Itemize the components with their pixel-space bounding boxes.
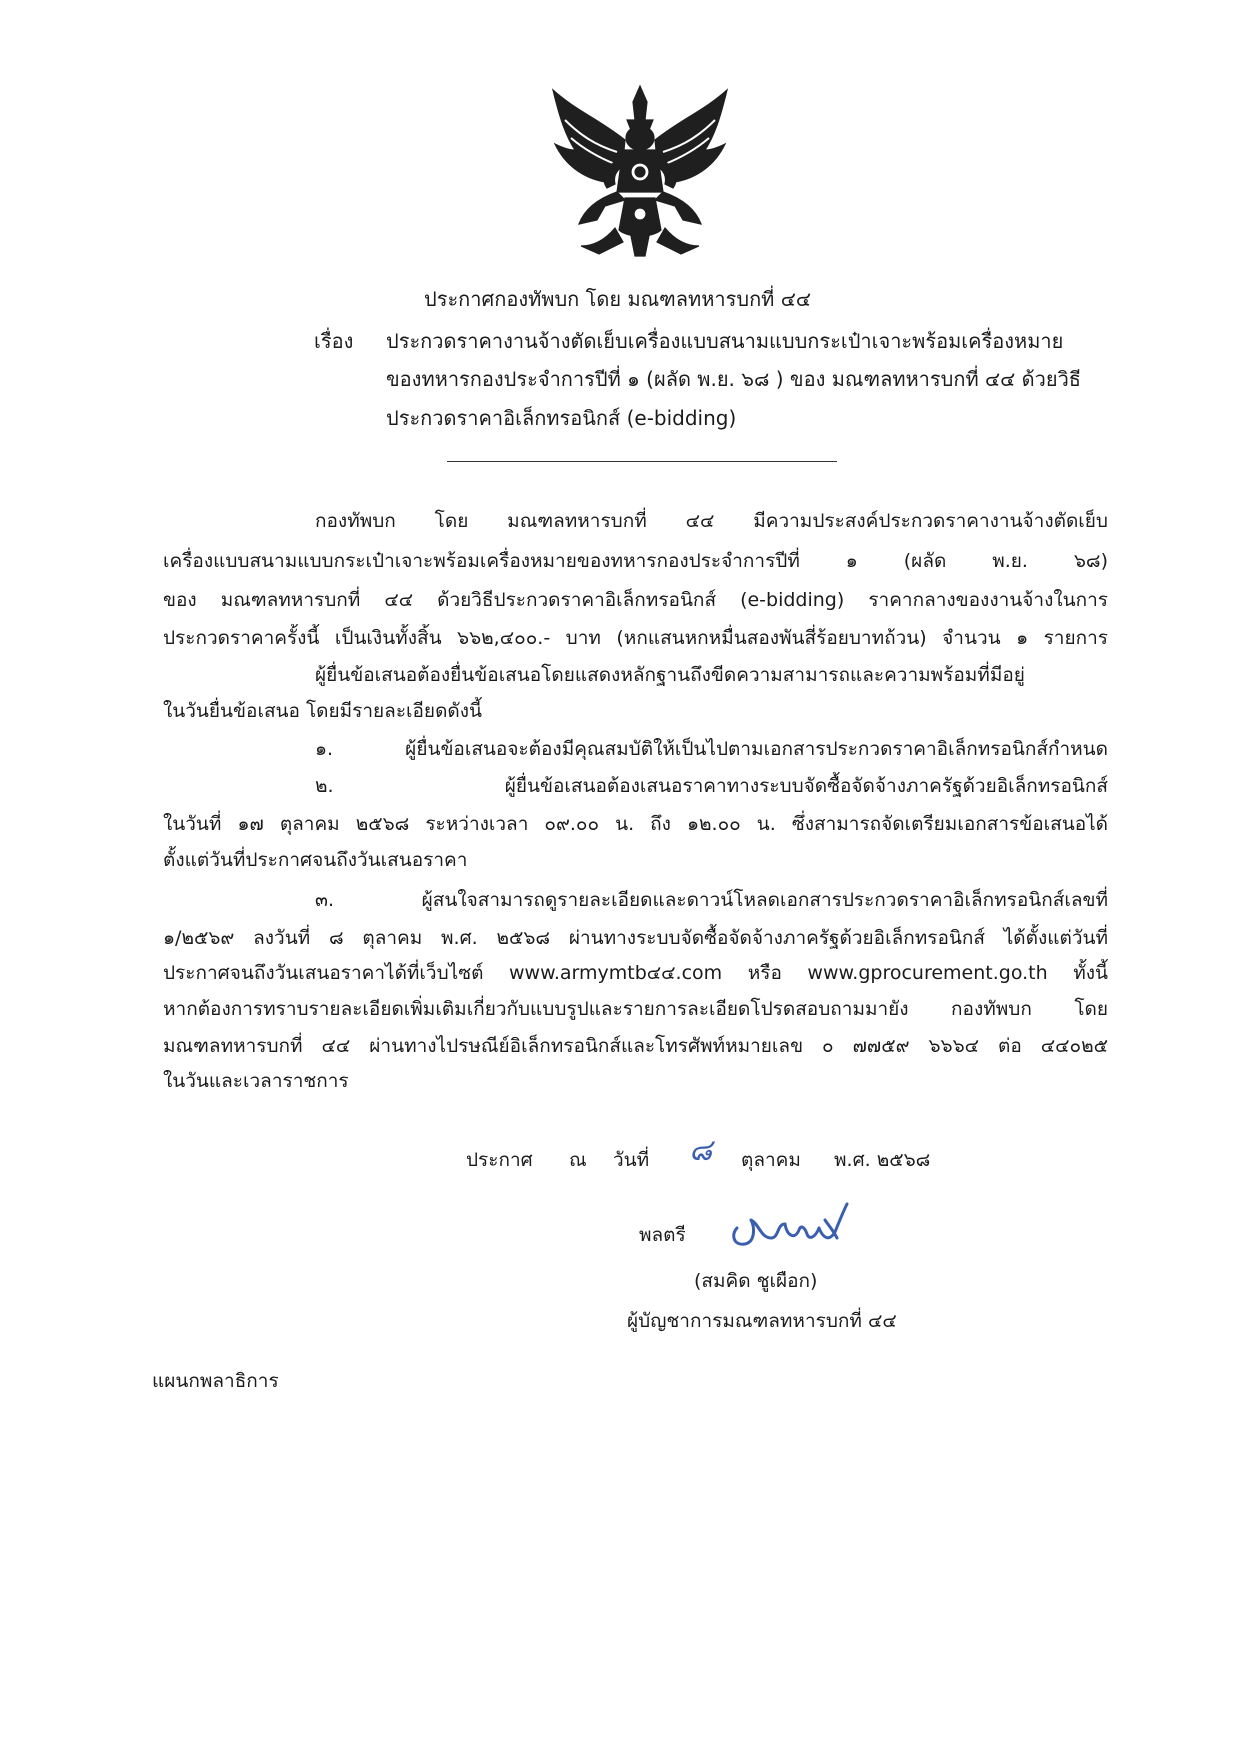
body-line: ๑/๒๕๖๙ ลงวันที่ ๘ ตุลาคม พ.ศ. ๒๕๖๘ ผ่านทางระบบจัดซื้อจัดจ้างภาครัฐด้วยอิเล็กทรอนิกส์ ได้ตั้งแต่วันที่ [163,927,1108,949]
body-line: ในวันยื่นข้อเสนอ โดยมีรายละเอียดดังนี้ [163,700,483,722]
divider-line [447,461,837,462]
garuda-emblem-icon [545,80,735,260]
announce-label: ประกาศ [466,1149,533,1171]
signer-name: (สมคิด ชูเผือก) [694,1270,818,1292]
body-line: มณฑลทหารบกที่ ๔๔ ผ่านทางไปรษณีย์อิเล็กทรอนิกส์และโทรศัพท์หมายเลข ๐ ๗๗๕๙ ๖๖๖๔ ต่อ ๔๔๐๒๕ [163,1035,1108,1057]
year: พ.ศ. ๒๕๖๘ [834,1149,931,1171]
body-line: ในวันและเวลาราชการ [163,1070,349,1092]
body-line: ๑. ผู้ยื่นข้อเสนอจะต้องมีคุณสมบัติให้เป็นไปตามเอกสารประกวดราคาอิเล็กทรอนิกส์กำหนด [315,738,1108,760]
subject-label: เรื่อง [314,329,354,353]
subject-line: ประกวดราคางานจ้างตัดเย็บเครื่องแบบสนามแบบกระเป๋าเจาะพร้อมเครื่องหมาย [386,329,1064,353]
body-line: ๒. ผู้ยื่นข้อเสนอต้องเสนอราคาทางระบบจัดซื้อจัดจ้างภาครัฐด้วยอิเล็กทรอนิกส์ [315,775,1108,797]
department-label: แผนกพลาธิการ [152,1370,279,1392]
day-label: วันที่ [613,1149,650,1171]
at-label: ณ [569,1149,587,1171]
rank: พลตรี [639,1224,686,1246]
body-line: ของ มณฑลทหารบกที่ ๔๔ ด้วยวิธีประกวดราคาอิเล็กทรอนิกส์ (e-bidding) ราคากลางของงานจ้างในการ [163,589,1108,611]
body-line: ประกวดราคาครั้งนี้ เป็นเงินทั้งสิ้น ๖๖๒,๔๐๐.- บาท (หกแสนหกหมื่นสองพันสี่ร้อยบาทถ้วน) จำนวน ๑ รายการ [163,627,1108,649]
body-line: ๓. ผู้สนใจสามารถดูรายละเอียดและดาวน์โหลดเอกสารประกวดราคาอิเล็กทรอนิกส์เลขที่ [315,889,1108,911]
announcement-title: ประกาศกองทัพบก โดย มณฑลทหารบกที่ ๔๔ [424,287,811,311]
signer-position: ผู้บัญชาการมณฑลทหารบกที่ ๔๔ [627,1310,897,1332]
subject-line: ของทหารกองประจำการปีที่ ๑ (ผลัด พ.ย. ๖๘ ) ของ มณฑลทหารบกที่ ๔๔ ด้วยวิธี [386,367,1082,391]
body-line: ตั้งแต่วันที่ประกาศจนถึงวันเสนอราคา [163,849,468,871]
body-line: ในวันที่ ๑๗ ตุลาคม ๒๕๖๘ ระหว่างเวลา ๐๙.๐๐ น. ถึง ๑๒.๐๐ น. ซึ่งสามารถจัดเตรียมเอกสารข้อเสนอได้ [163,813,1108,835]
body-line: กองทัพบก โดย มณฑลทหารบกที่ ๔๔ มีความประสงค์ประกวดราคางานจ้างตัดเย็บ [315,510,1108,532]
month: ตุลาคม [741,1149,801,1171]
handwritten-day: ๘ [689,1133,713,1168]
body-line: หากต้องการทราบรายละเอียดเพิ่มเติมเกี่ยวกับแบบรูปและรายการละเอียดโปรดสอบถามมายัง กองทัพบก โดย [163,998,1108,1020]
body-line: ผู้ยื่นข้อเสนอต้องยื่นข้อเสนอโดยแสดงหลักฐานถึงขีดความสามารถและความพร้อมที่มีอยู่ [315,664,1025,686]
body-line: เครื่องแบบสนามแบบกระเป๋าเจาะพร้อมเครื่องหมายของทหารกองประจำการปีที่ ๑ (ผลัด พ.ย. ๖๘) [163,550,1108,572]
subject-line: ประกวดราคาอิเล็กทรอนิกส์ (e-bidding) [386,406,737,430]
body-line: ประกาศจนถึงวันเสนอราคาได้ที่เว็บไซต์ www.armymtb๔๔.com หรือ www.gprocurement.go.th ทั้งนี้ [163,962,1108,984]
handwritten-signature-icon [725,1198,855,1258]
